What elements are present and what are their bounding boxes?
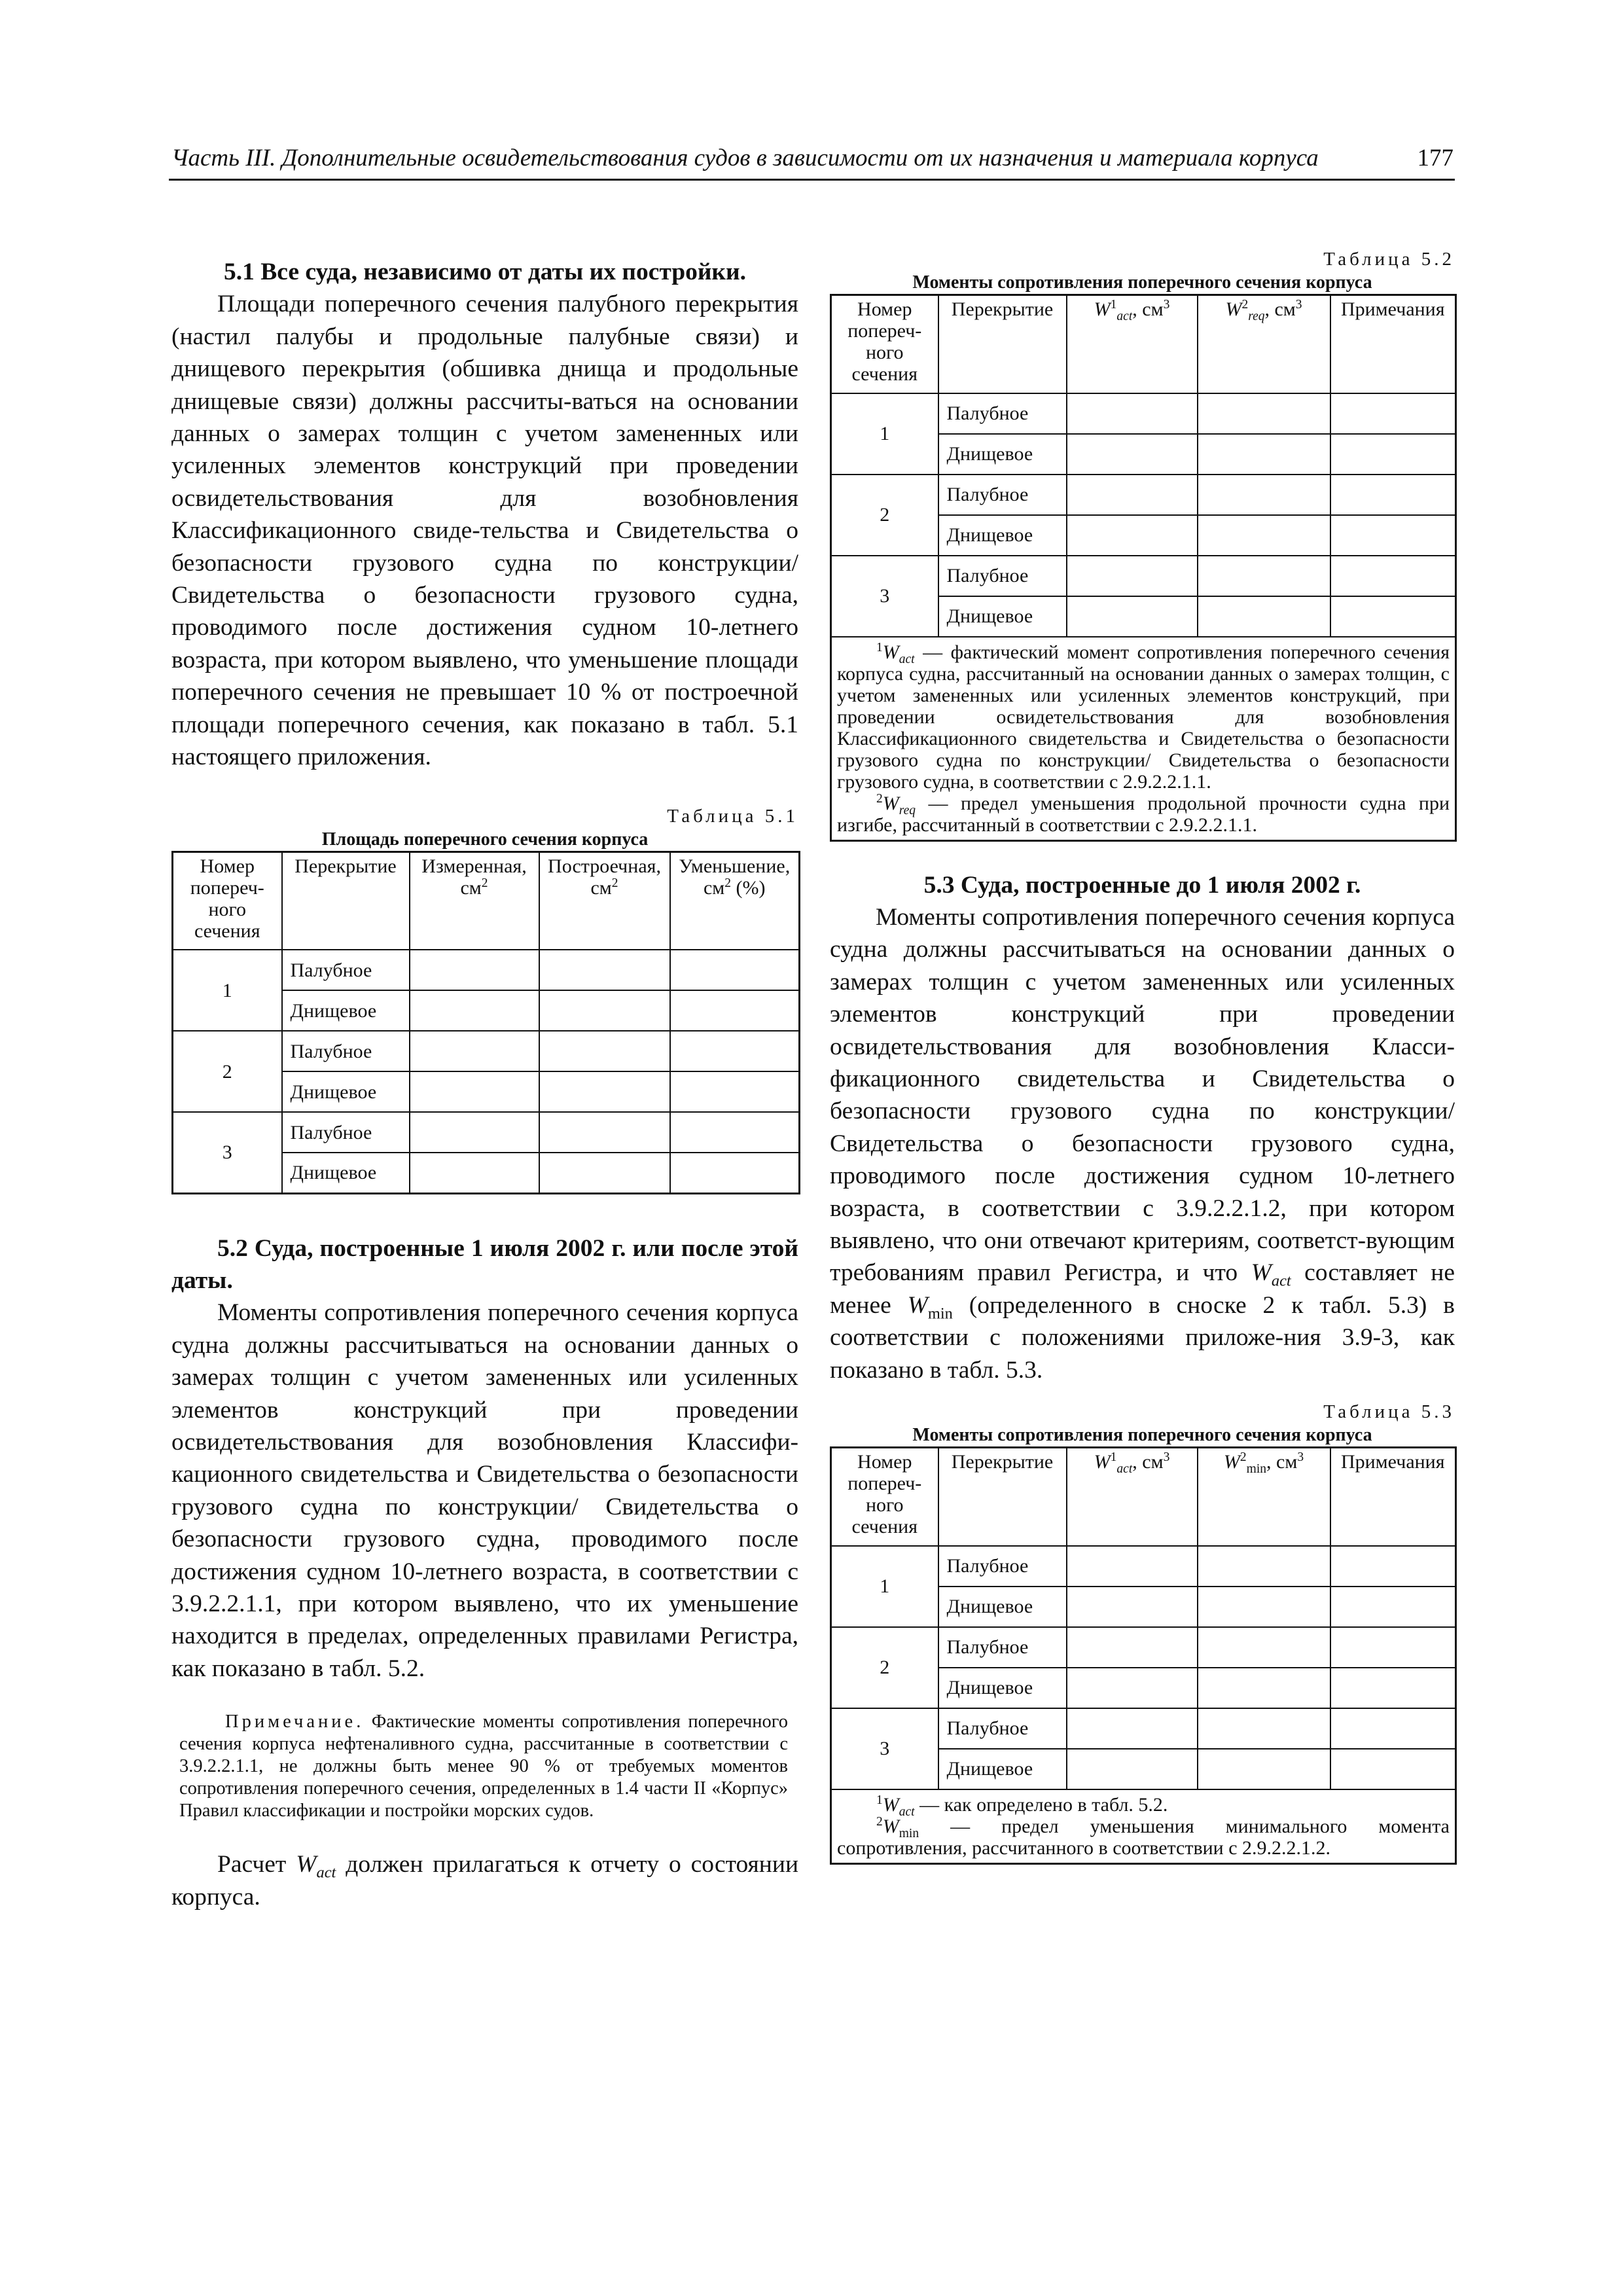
table-header-row bbox=[831, 295, 1456, 393]
col-number-header: Номер попереч-ного сечения bbox=[173, 852, 282, 950]
value-cell bbox=[410, 1112, 539, 1153]
section-number-cell: 1 bbox=[173, 950, 282, 1031]
col-wreq-header: $W^2_{req}$, $см^3$ bbox=[1198, 295, 1330, 393]
value-cell bbox=[539, 1153, 670, 1193]
deck-cell: Днищевое bbox=[938, 1587, 1067, 1627]
col-reduction-header: Уменьшение, $см^2$ (%) bbox=[670, 852, 800, 950]
table-row bbox=[831, 556, 1456, 596]
section-5-2-note bbox=[179, 1711, 788, 1822]
deck-cell: Палубное bbox=[938, 1708, 1067, 1749]
deck-cell: Днищевое bbox=[938, 1668, 1067, 1708]
col-measured-header: Измеренная, $см^2$ bbox=[410, 852, 539, 950]
value-cell bbox=[539, 1031, 670, 1071]
table-5-3-title: Моменты сопротивления поперечного сечения корпуса bbox=[912, 1425, 1372, 1445]
table-5-3-label: Таблица 5.3 bbox=[1323, 1401, 1455, 1422]
table-row bbox=[831, 475, 1456, 515]
value-cell bbox=[539, 990, 670, 1031]
footnote-1: $^1W_{act}$ — фактический момент сопротивления поперечного сечения корпуса судна, рассчитанный на основании данных о замерах толщин, с учетом замененных или усиленных элементов конструкций, при проведении освидетельствования для возобновления Классификационного свидетельства и Свидетельства о безопасности грузового судна по конструкции/ Свидетельства о безопасности грузового судна, в соответствии с 2.9.2.2.1.1. bbox=[837, 640, 1450, 793]
value-cell bbox=[1067, 515, 1198, 556]
section-number-cell: 3 bbox=[831, 1708, 938, 1789]
value-cell bbox=[1067, 434, 1198, 475]
value-cell bbox=[1067, 393, 1198, 434]
section-5-2-heading: 5.2 Суда, построенные 1 июля 2002 г. или после этой даты. bbox=[171, 1234, 798, 1294]
deck-cell: Палубное bbox=[938, 556, 1067, 596]
section-number-cell: 1 bbox=[831, 393, 938, 475]
table-5-1-label: Таблица 5.1 bbox=[667, 805, 798, 827]
section-number-cell: 2 bbox=[831, 475, 938, 556]
value-cell bbox=[410, 1071, 539, 1112]
footnote-2: $^2W_{req}$ — предел уменьшения продольной прочности судна при изгибе, рассчитанный в соответствии с 2.9.2.2.1.1. bbox=[837, 791, 1450, 836]
value-cell bbox=[1330, 475, 1456, 515]
value-cell bbox=[1330, 596, 1456, 637]
value-cell bbox=[1067, 1668, 1198, 1708]
value-cell bbox=[1330, 1587, 1456, 1627]
table-5-3-footnotes bbox=[831, 1789, 1456, 1864]
value-cell bbox=[1067, 1627, 1198, 1668]
value-cell bbox=[670, 1031, 800, 1071]
table-5-2-title: Моменты сопротивления поперечного сечения корпуса bbox=[912, 272, 1372, 293]
note-label: Примечание. bbox=[225, 1712, 365, 1732]
value-cell bbox=[1198, 393, 1330, 434]
value-cell bbox=[1198, 596, 1330, 637]
section-number-cell: 2 bbox=[173, 1031, 282, 1112]
deck-cell: Палубное bbox=[938, 393, 1067, 434]
table-5-2 bbox=[830, 294, 1457, 842]
value-cell bbox=[670, 950, 800, 990]
running-header bbox=[169, 134, 1455, 181]
section-5-2-final: Расчет $W_{act}$ должен прилагаться к отчету о состоянии корпуса. bbox=[171, 1851, 799, 1910]
table-5-2-label: Таблица 5.2 bbox=[1323, 249, 1455, 270]
col-number-header: Номер попереч-ного сечения bbox=[831, 1448, 938, 1546]
section-5-2-body: Моменты сопротивления поперечного сечения корпуса судна должны рассчитываться на основании данных о замерах толщин с учетом замененных или усиленных элементов конструкций при проведении освидетельствования для возобновления Классифи-кационного свидетельства и Свидетельства о безопасности грузового судна по конструкции/ Свидетельства о безопасности грузового судна, проводимого после достижения судном 10-летнего возраста, в соответствии с 3.9.2.2.1.1, при котором выявлено, что их уменьшение находится в пределах, определенных правилами Регистра, как показано в табл. 5.2. bbox=[171, 1299, 798, 1682]
value-cell bbox=[1067, 1546, 1198, 1587]
table-5-1 bbox=[171, 851, 800, 1194]
deck-cell: Днищевое bbox=[282, 1153, 410, 1193]
value-cell bbox=[539, 1071, 670, 1112]
value-cell bbox=[1067, 1749, 1198, 1789]
table-row bbox=[173, 950, 800, 990]
value-cell bbox=[1330, 393, 1456, 434]
table-5-2-footnotes bbox=[831, 637, 1456, 841]
table-row bbox=[831, 393, 1456, 434]
value-cell bbox=[1198, 1546, 1330, 1587]
value-cell bbox=[670, 1153, 800, 1193]
deck-cell: Палубное bbox=[938, 1546, 1067, 1587]
value-cell bbox=[539, 950, 670, 990]
table-header-row bbox=[831, 1448, 1456, 1546]
value-cell bbox=[1330, 1668, 1456, 1708]
value-cell bbox=[1067, 556, 1198, 596]
section-number-cell: 3 bbox=[173, 1112, 282, 1193]
section-5-1-heading: 5.1 Все суда, независимо от даты их постройки. bbox=[223, 259, 747, 285]
col-wact-header: $W^1_{act}$, $см^3$ bbox=[1067, 1448, 1198, 1546]
value-cell bbox=[1330, 556, 1456, 596]
value-cell bbox=[539, 1112, 670, 1153]
table-row bbox=[831, 1627, 1456, 1668]
deck-cell: Палубное bbox=[282, 1031, 410, 1071]
deck-cell: Палубное bbox=[282, 950, 410, 990]
deck-cell: Палубное bbox=[938, 1627, 1067, 1668]
value-cell bbox=[410, 1031, 539, 1071]
table-5-3 bbox=[830, 1446, 1457, 1865]
page-number: 177 bbox=[1417, 145, 1454, 171]
section-5-3-heading: 5.3 Суда, построенные до 1 июля 2002 г. bbox=[923, 871, 1361, 899]
deck-cell: Днищевое bbox=[938, 515, 1067, 556]
deck-cell: Палубное bbox=[282, 1112, 410, 1153]
value-cell bbox=[1198, 475, 1330, 515]
value-cell bbox=[1330, 1749, 1456, 1789]
value-cell bbox=[1330, 1627, 1456, 1668]
section-number-cell: 2 bbox=[831, 1627, 938, 1708]
table-footnote-row bbox=[831, 1789, 1456, 1864]
value-cell bbox=[410, 990, 539, 1031]
deck-cell: Днищевое bbox=[938, 596, 1067, 637]
col-number-header: Номер попереч-ного сечения bbox=[831, 295, 938, 393]
value-cell bbox=[1198, 1668, 1330, 1708]
value-cell bbox=[410, 950, 539, 990]
col-notes-header: Примечания bbox=[1330, 1448, 1456, 1546]
value-cell bbox=[1198, 1708, 1330, 1749]
footnote-1: $^1W_{act}$ — как определено в табл. 5.2. bbox=[876, 1793, 1168, 1819]
table-row bbox=[173, 1031, 800, 1071]
table-row bbox=[831, 1708, 1456, 1749]
value-cell bbox=[1330, 515, 1456, 556]
note-text: Фактические моменты сопротивления поперечного сечения корпуса нефтеналивного судна, рассчитанные в соответствии с 3.9.2.2.1.1, не должны быть менее 90 % от требуемых моментов сопротивления поперечного сечения, определенных в 1.4 части II «Корпус» Правил классификации и постройки морских судов. bbox=[179, 1712, 788, 1821]
col-built-header: Построечная, $см^2$ bbox=[539, 852, 670, 950]
table-row bbox=[173, 1112, 800, 1153]
right-column bbox=[830, 249, 1455, 1865]
value-cell bbox=[1067, 596, 1198, 637]
deck-cell: Днищевое bbox=[282, 1071, 410, 1112]
value-cell bbox=[1198, 556, 1330, 596]
running-title: Часть III. Дополнительные освидетельствования судов в зависимости от их назначения и материала корпуса bbox=[171, 145, 1319, 171]
deck-cell: Днищевое bbox=[282, 990, 410, 1031]
col-deck-header: Перекрытие bbox=[282, 852, 410, 950]
deck-cell: Днищевое bbox=[938, 434, 1067, 475]
table-5-1-title: Площадь поперечного сечения корпуса bbox=[321, 829, 649, 850]
value-cell bbox=[1067, 475, 1198, 515]
col-wact-header: $W^1_{act}$, $см^3$ bbox=[1067, 295, 1198, 393]
value-cell bbox=[1330, 1708, 1456, 1749]
value-cell bbox=[1198, 1627, 1330, 1668]
left-column bbox=[171, 252, 798, 1913]
value-cell bbox=[670, 1071, 800, 1112]
value-cell bbox=[1198, 1749, 1330, 1789]
deck-cell: Палубное bbox=[938, 475, 1067, 515]
section-5-1-body: Площади поперечного сечения палубного перекрытия (настил палубы и продольные палубные связи) и днищевого перекрытия (обшивка днища и продольные днищевые связи) должны рассчиты-ваться на основании данных о замерах толщин с учетом замененных или усиленных элементов конструкций при проведении освидетельствования для возобновления Классификационного свиде-тельства и Свидетельства о безопасности грузового судна по конструкции/Свидетельства о безопасности грузового судна, проводимого после достижения судном 10-летнего возраста, при котором выявлено, что уменьшение площади поперечного сечения не превышает 10 % от построечной площади поперечного сечения, как показано в табл. 5.1 настоящего приложения. bbox=[171, 291, 798, 771]
table-row bbox=[831, 1546, 1456, 1587]
value-cell bbox=[670, 990, 800, 1031]
value-cell bbox=[410, 1153, 539, 1193]
value-cell bbox=[670, 1112, 800, 1153]
col-wmin-header: $W^2_{min}$, $см^3$ bbox=[1198, 1448, 1330, 1546]
deck-cell: Днищевое bbox=[938, 1749, 1067, 1789]
value-cell bbox=[1067, 1587, 1198, 1627]
col-deck-header: Перекрытие bbox=[938, 1448, 1067, 1546]
value-cell bbox=[1198, 515, 1330, 556]
table-footnote-row bbox=[831, 637, 1456, 841]
value-cell bbox=[1067, 1708, 1198, 1749]
table-header-row bbox=[173, 852, 800, 950]
value-cell bbox=[1330, 1546, 1456, 1587]
value-cell bbox=[1330, 434, 1456, 475]
col-notes-header: Примечания bbox=[1330, 295, 1456, 393]
value-cell bbox=[1198, 434, 1330, 475]
section-number-cell: 1 bbox=[831, 1546, 938, 1627]
value-cell bbox=[1198, 1587, 1330, 1627]
col-deck-header: Перекрытие bbox=[938, 295, 1067, 393]
section-5-3-body: Моменты сопротивления поперечного сечения корпуса судна должны рассчитываться на основании данных о замерах толщин с учетом замененных или усиленных элементов конструкций при проведении освидетельствования для возобновления Класси-фикационного свидетельства и Свидетельства о безопасности грузового судна по конструкции/ Свидетельства о безопасности грузового судна, проводимого после достижения судном 10-летнего возраста, в соответствии с 3.9.2.2.1.2, при котором выявлено, что они отвечают критериям, соответст-вующим требованиям правил Регистра, и что $W_{act}$ составляет не менее $W_{min}$ (определенного в сноске 2 к табл. 5.3) в соответствии с положениями приложе-ния 3.9-3, как показано в табл. 5.3. bbox=[830, 903, 1455, 1384]
section-number-cell: 3 bbox=[831, 556, 938, 637]
footnote-2: $^2W_{min}$ — предел уменьшения минимального момента сопротивления, рассчитанного в соответствии с 2.9.2.2.1.2. bbox=[837, 1814, 1450, 1859]
